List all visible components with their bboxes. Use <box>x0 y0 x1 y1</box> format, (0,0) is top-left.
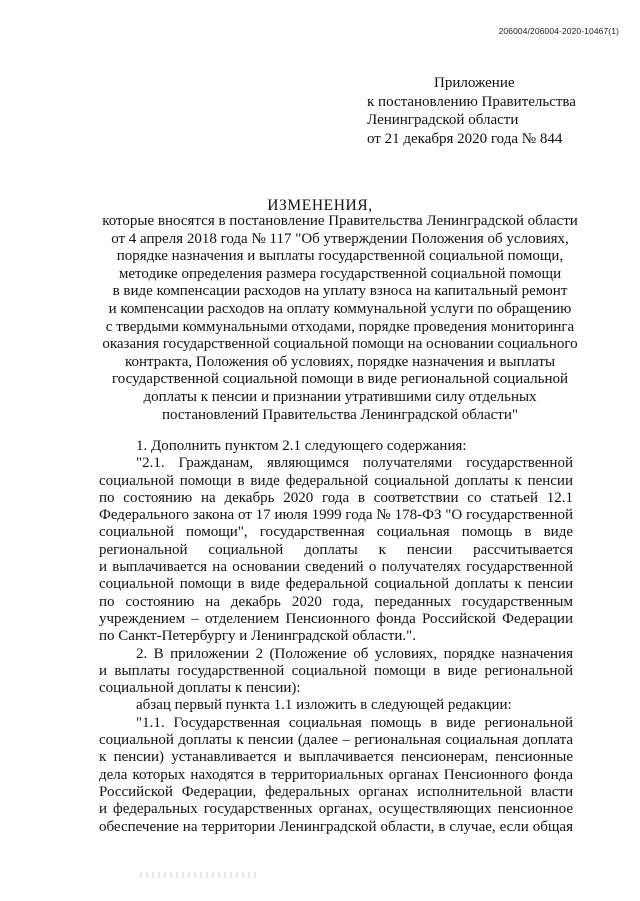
subtitle-line: государственной социальной помощи в виде региональной социальной <box>112 371 568 388</box>
document-body <box>99 438 573 836</box>
appendix-line-4: от 21 декабря 2020 года № 844 <box>367 130 563 147</box>
body-line: региональной социальной доплаты к пенсии рассчитывается <box>99 541 573 558</box>
appendix-line-3: Ленинградской области <box>367 112 519 128</box>
subtitle-line: контракта, Положения об условиях, порядке назначения и выплаты <box>124 353 556 370</box>
body-line: и федеральных государственных органах, осуществляющих пенсионное <box>99 801 573 818</box>
body-line: "2.1. Гражданам, являющимся получателями государственной <box>136 455 573 472</box>
body-line: социальной помощи", государственная социальная помощь в виде <box>99 524 573 541</box>
subtitle-line: от 4 апреля 2018 года № 117 "Об утверждении Положения об условиях, <box>111 230 569 247</box>
body-line: по состоянию на декабрь 2020 года в соответствии со статьей 12.1 <box>99 489 573 506</box>
body-line: по Санкт-Петербургу и Ленинградской области.". <box>99 628 417 645</box>
body-line: Российской Федерации, федеральных органах исполнительной власти <box>99 783 573 800</box>
body-line: и выплаты государственной социальной помощи в виде региональной <box>99 662 573 679</box>
body-line: социальной помощи в виде федеральной социальной доплаты к пенсии <box>99 576 573 593</box>
appendix-header <box>367 74 576 148</box>
subtitle-line: оказания государственной социальной помощи на основании социального <box>102 336 578 353</box>
body-line: Федерального закона от 17 июля 1999 года № 178-ФЗ "О государственной <box>99 507 573 524</box>
body-line: социальной доплаты к пенсии (далее – региональная социальная доплата <box>99 732 573 749</box>
body-line: и выплачивается на основании сведений о получателях государственной <box>99 559 573 576</box>
document-title: ИЗМЕНЕНИЯ, <box>267 197 373 214</box>
body-line: социальной доплаты к пенсии): <box>99 680 301 697</box>
document-id: 206004/206004-2020-10467(1) <box>498 26 619 36</box>
body-line: по состоянию на декабрь 2020 года, переданных государственным <box>99 593 573 610</box>
appendix-line-2: к постановлению Правительства <box>367 93 576 110</box>
body-line: абзац первый пункта 1.1 изложить в следующей редакции: <box>136 697 512 714</box>
scan-artifact <box>140 872 260 878</box>
body-line: "1.1. Государственная социальная помощь в виде региональной <box>136 714 573 731</box>
body-line: к пенсии) устанавливается и выплачивается пенсионерам, пенсионные <box>99 749 573 766</box>
subtitle-line: и компенсации расходов на оплату коммунальной услуги по обращению <box>108 300 572 317</box>
subtitle-line: в виде компенсации расходов на уплату взноса на капитальный ремонт <box>112 283 568 300</box>
subtitle-line: доплаты к пенсии и признании утратившими силу отдельных <box>143 388 537 405</box>
body-line: учреждением – отделением Пенсионного фонда Российской Федерации <box>99 610 573 627</box>
document-subtitle <box>98 213 582 424</box>
body-line: социальной помощи в виде федеральной социальной доплаты к пенсии <box>99 472 573 489</box>
body-line: 2. В приложении 2 (Положение об условиях, порядке назначения <box>136 645 573 662</box>
subtitle-line: методике определения размера государственной социальной помощи <box>118 265 562 282</box>
appendix-line-1: Приложение <box>434 75 515 91</box>
subtitle-line: которые вносятся в постановление Правительства Ленинградской области <box>102 213 578 229</box>
subtitle-line: постановлений Правительства Ленинградской области" <box>162 406 518 423</box>
body-line: обеспечение на территории Ленинградской области, в случае, если общая <box>99 818 573 835</box>
subtitle-line: с твердыми коммунальными отходами, порядке проведения мониторинга <box>105 318 575 335</box>
body-line: дела которых находятся в территориальных органах Пенсионного фонда <box>99 766 573 783</box>
body-line: 1. Дополнить пунктом 2.1 следующего содержания: <box>136 438 467 454</box>
subtitle-line: порядке назначения и выплаты государственной социальной помощи, <box>116 248 564 265</box>
